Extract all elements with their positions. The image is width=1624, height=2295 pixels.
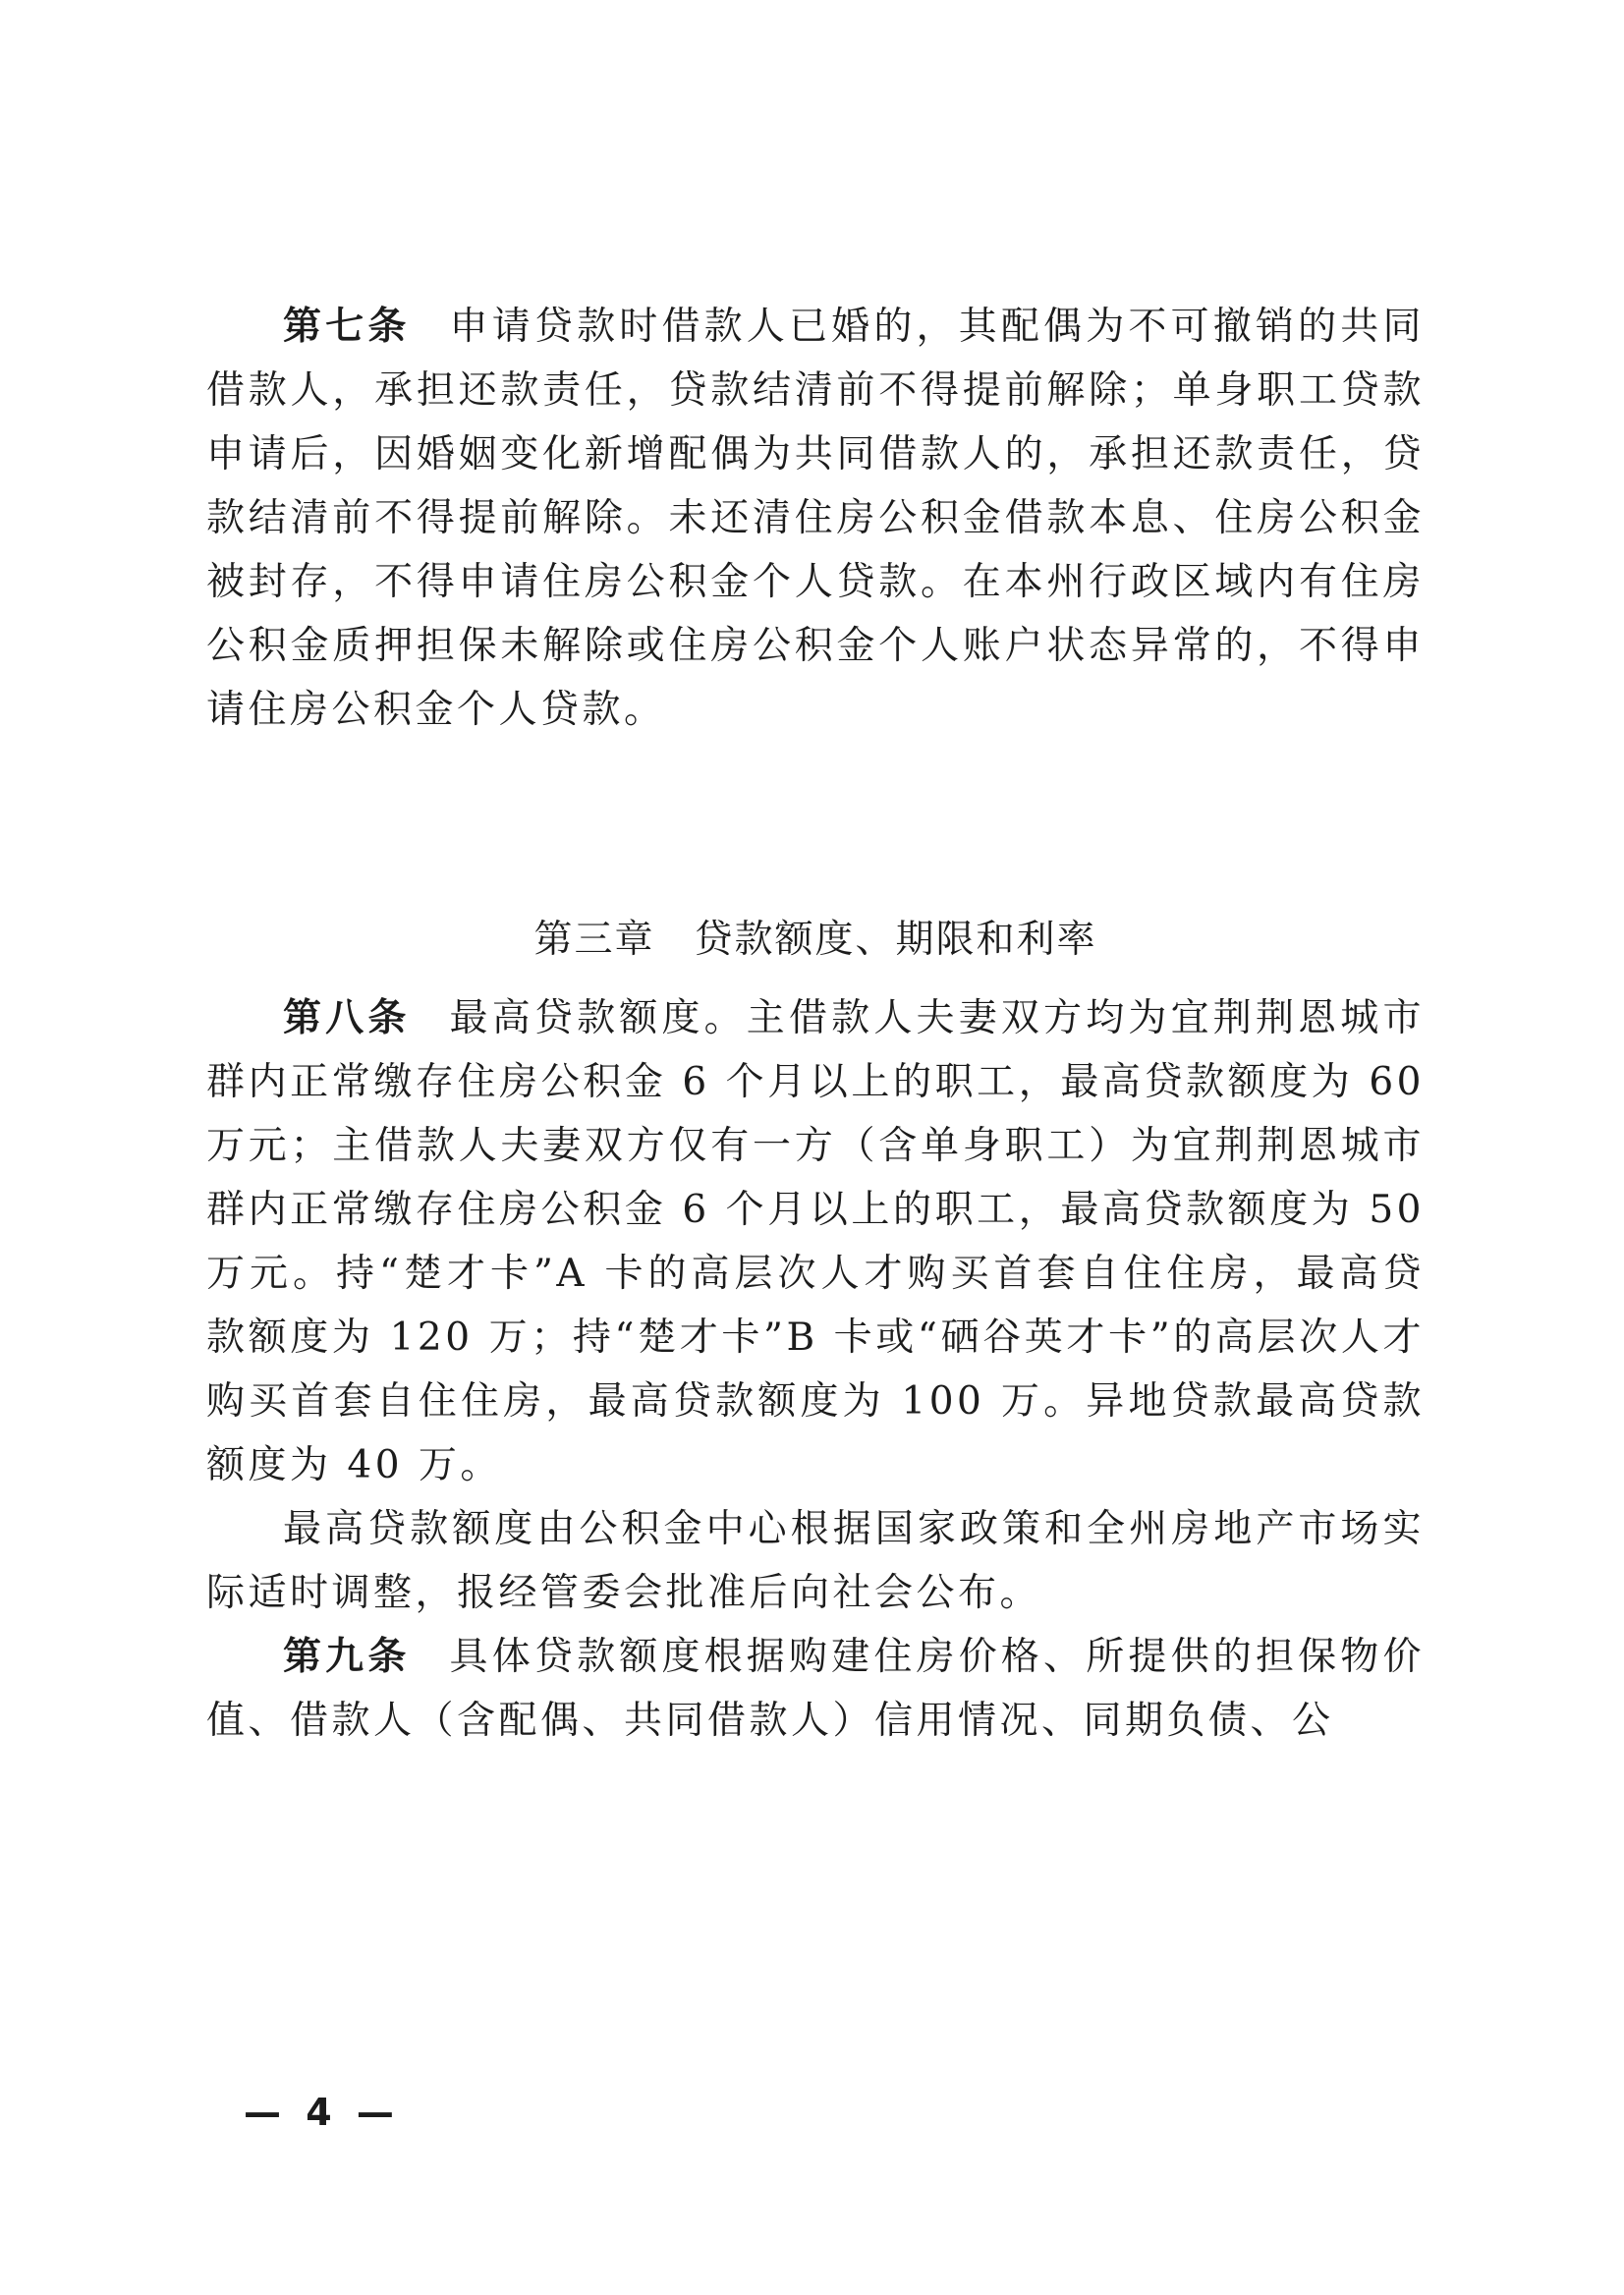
article-8-9-block (206, 986, 1425, 1753)
article-9-label: 第九条 (283, 1635, 411, 1679)
chapter-3-number: 第三章 (533, 918, 655, 962)
chapter-3-heading (206, 908, 1425, 972)
article-7-paragraph (206, 295, 1425, 742)
chapter-3-title: 贷款额度、期限和利率 (694, 918, 1097, 962)
article-9-text: 具体贷款额度根据购建住房价格、所提供的担保物价值、借款人（含配偶、共同借款人）信用情况、同期负债、公 (206, 1635, 1425, 1743)
article-8-label: 第八条 (283, 996, 411, 1040)
page-number: — 4 — (244, 2091, 400, 2134)
article-8-text: 最高贷款额度。主借款人夫妻双方均为宜荆荆恩城市群内正常缴存住房公积金 6 个月以上的职工，最高贷款额度为 60 万元；主借款人夫妻双方仅有一方（含单身职工）为宜荆荆恩城市群内正常缴存住房公积金 6 个月以上的职工，最高贷款额度为 50 万元。持“楚才卡”A 卡的高层次人才购买首套自住住房，最高贷款额度为 120 万；持“楚才卡”B 卡或“硒谷英才卡”的高层次人才购买首套自住住房，最高贷款额度为 100 万。异地贷款最高贷款额度为 40 万。 (206, 996, 1425, 1487)
article-8-paragraph-2: 最高贷款额度由公积金中心根据国家政策和全州房地产市场实际适时调整，报经管委会批准后向社会公布。 (206, 1507, 1425, 1615)
article-7-label: 第七条 (283, 305, 411, 349)
article-9-paragraph (206, 1625, 1425, 1753)
article-8-paragraph (206, 986, 1425, 1497)
article-7-block (206, 295, 1425, 742)
article-7-text: 申请贷款时借款人已婚的，其配偶为不可撤销的共同借款人，承担还款责任，贷款结清前不得提前解除；单身职工贷款申请后，因婚姻变化新增配偶为共同借款人的，承担还款责任，贷款结清前不得提前解除。未还清住房公积金借款本息、住房公积金被封存，不得申请住房公积金个人贷款。在本州行政区域内有住房公积金质押担保未解除或住房公积金个人账户状态异常的，不得申请住房公积金个人贷款。 (206, 305, 1425, 732)
